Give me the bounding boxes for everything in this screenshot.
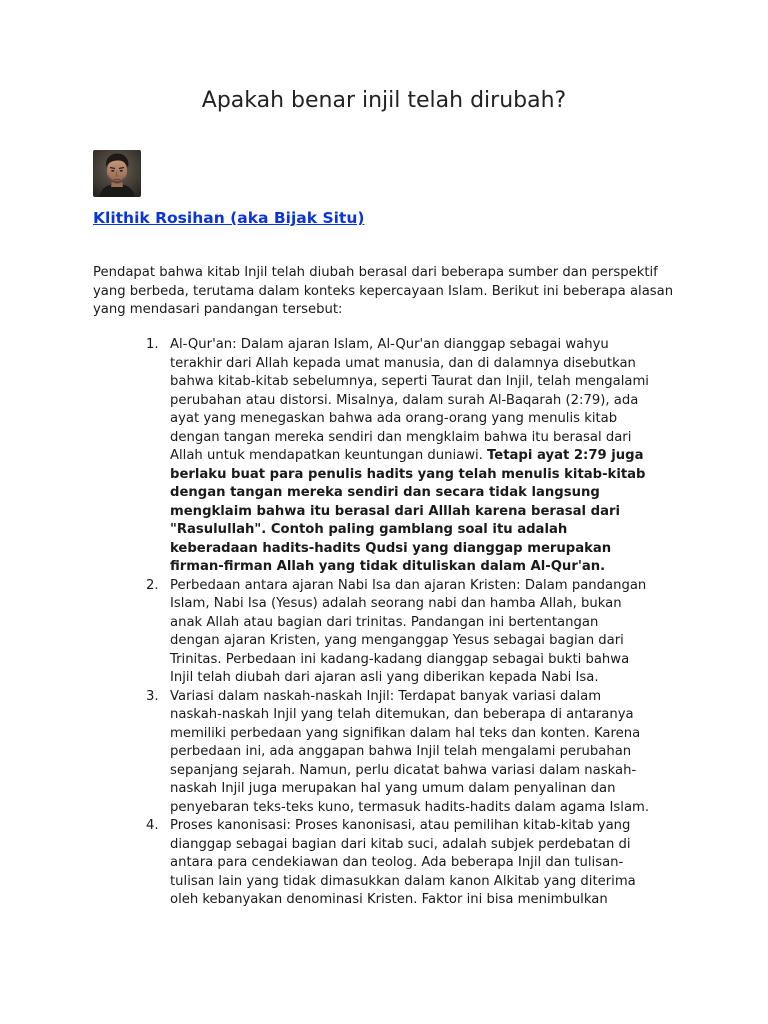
list-item-emphasis: Tetapi ayat 2:79 juga berlaku buat para penulis hadits yang telah menulis kitab-kitab dengan tangan mereka sendiri dan secara tidak langsung mengklaim bahwa itu berasal dari Alllah karena berasal dari "Rasulullah". Contoh paling gamblang soal itu adalah keberadaan hadits-hadits Qudsi yang dianggap merupakan firman-firman Allah yang tidak dituliskan dalam Al-Qur'an. [170,448,646,574]
list-item [146,817,650,910]
reasons-list [146,336,650,910]
author-name-link[interactable]: Klithik Rosihan (aka Bijak Situ) [93,209,365,227]
list-item-text: Variasi dalam naskah-naskah Injil: Terdapat banyak variasi dalam naskah-naskah Injil yang telah ditemukan, dan beberapa di antaranya memiliki perbedaan yang signifikan dalam hal teks dan konten. Karena perbedaan ini, ada anggapan bahwa Injil telah mengalami perubahan sepanjang sejarah. Namun, perlu dicatat bahwa variasi dalam naskah-naskah Injil juga merupakan hal yang umum dalam penyalinan dan penyebaran teks-teks kuno, termasuk hadits-hadits dalam agama Islam. [170,688,650,815]
author-avatar[interactable] [93,150,141,197]
list-item [146,688,650,818]
list-item-number: 2. [146,577,159,593]
page-title: Apakah benar injil telah dirubah? [201,88,567,113]
list-item-text: Al-Qur'an: Dalam ajaran Islam, Al-Qur'an dianggap sebagai wahyu terakhir dari Allah kepada umat manusia, dan di dalamnya disebutkan bahwa kitab-kitab sebelumnya, seperti Taurat dan Injil, telah mengalami perubahan atau distorsi. Misalnya, dalam surah Al-Baqarah (2:79), ada ayat yang menegaskan bahwa ada orang-orang yang menulis kitab dengan tangan mereka sendiri dan mengklaim bahwa itu berasal dari Allah untuk mendapatkan keuntungan duniawi. [170,337,649,463]
list-item-text: Perbedaan antara ajaran Nabi Isa dan ajaran Kristen: Dalam pandangan Islam, Nabi Isa (Yesus) adalah seorang nabi dan hamba Allah, bukan anak Allah atau bagian dari trinitas. Pandangan ini bertentangan dengan ajaran Kristen, yang menganggap Yesus sebagai bagian dari Trinitas. Perbedaan ini kadang-kadang dianggap sebagai bukti bahwa Injil telah diubah dari ajaran asli yang diberikan kepada Nabi Isa. [170,577,647,685]
list-item [146,577,650,688]
list-item-number: 4. [146,818,159,833]
intro-paragraph: Pendapat bahwa kitab Injil telah diubah berasal dari beberapa sumber dan perspektif yang berbeda, terutama dalam konteks kepercayaan Islam. Berikut ini beberapa alasan yang mendasari pandangan tersebut: [93,265,674,317]
author-portrait-icon [93,150,141,197]
list-item-number: 1. [146,337,159,352]
list-item-text: Proses kanonisasi: Proses kanonisasi, atau pemilihan kitab-kitab yang dianggap sebagai bagian dari kitab suci, adalah subjek perdebatan di antara para cendekiawan dan teolog. Ada beberapa Injil dan tulisan-tulisan lain yang tidak dimasukkan dalam kanon Alkitab yang diterima oleh kebanyakan denominasi Kristen. Faktor ini bisa menimbulkan [170,818,636,907]
list-item [146,336,650,577]
list-item-number: 3. [146,688,159,704]
